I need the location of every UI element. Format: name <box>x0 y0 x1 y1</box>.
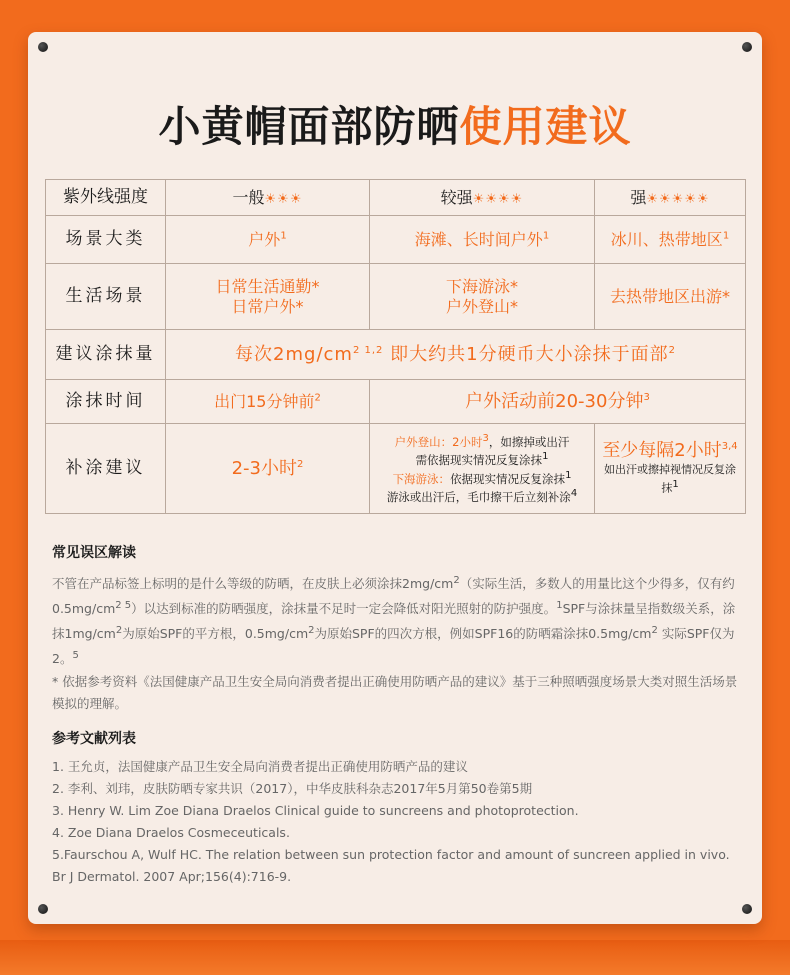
table-cell: 日常生活通勤* 日常户外* <box>166 264 370 330</box>
row-label: 生活场景 <box>46 264 166 330</box>
page-title <box>28 94 762 154</box>
table-row <box>46 424 746 514</box>
sun-icon: ☀☀☀ <box>264 191 303 207</box>
references-section <box>52 728 742 888</box>
row-label: 补涂建议 <box>46 424 166 514</box>
row-label: 涂抹时间 <box>46 380 166 424</box>
title-highlight: 使用建议 <box>459 102 632 151</box>
usage-table <box>45 179 746 514</box>
table-cell: 户外登山：2小时$^3$，如擦掉或出汗 需依据现实情况反复涂抹$^1$ 下海游泳：依据现实情况反复涂抹$^1$ 游泳或出汗后，毛巾擦干后立刻补涂$^4$ <box>370 424 595 514</box>
intensity-normal: 一般☀☀☀ <box>166 180 370 216</box>
paragraph: * 依据参考资料《法国健康产品卫生安全局向消费者提出正确使用防晒产品的建议》基于三种照晒强度场景大类对照生活场景模拟的理解。 <box>52 673 738 711</box>
reference-item: 1. 王允贞，法国健康产品卫生安全局向消费者提出正确使用防晒产品的建议 <box>52 759 468 774</box>
table-cell: 下海游泳* 户外登山* <box>370 264 595 330</box>
table-cell: 冰川、热带地区$^1$ <box>595 216 746 264</box>
intensity-strong: 较强☀☀☀☀ <box>370 180 595 216</box>
table-cell: 2-3小时$^2$ <box>166 424 370 514</box>
paragraph: 不管在产品标签上标明的是什么等级的防晒，在皮肤上必须涂抹$2mg/cm^2$（实际生活，多数人的用量比这个少得多，仅有约$0.5mg/cm^{2 5}$）以达到标准的防晒强度，涂抹量不足时一定会降低对阳光照射的防护强度。$^1$SPF与涂抹量呈指数级关系，涂抹$1mg/cm^2$为原始SPF的平方根，$0.5mg/cm^2$为原始SPF的四次方根，例如SPF16的防晒霜涂抹$0.5mg/cm^2$ 实际SPF仅为2。$^5$ <box>52 575 736 667</box>
reference-item: 2. 李利、刘玮，皮肤防晒专家共识（2017），中华皮肤科杂志2017年5月第50卷第5期 <box>52 781 533 796</box>
table-cell: 海滩、长时间户外$^1$ <box>370 216 595 264</box>
table-cell: 出门15分钟前$^2$ <box>166 380 370 424</box>
section-heading: 常见误区解读 <box>52 545 136 561</box>
row-label: 紫外线强度 <box>46 180 166 216</box>
pin-icon <box>742 42 752 52</box>
table-cell: 至少每隔2小时$^{3,4}$ 如出汗或擦掉视情况反复涂抹$^1$ <box>595 424 746 514</box>
pin-icon <box>742 904 752 914</box>
pin-icon <box>38 42 48 52</box>
reference-item: 5.Faurschou A, Wulf HC. The relation between sun protection factor and amount of suncreen applied in vivo. Br J Dermatol. 2007 Apr;156(4):716-9. <box>52 847 730 884</box>
table-row <box>46 216 746 264</box>
info-board <box>28 32 762 924</box>
intensity-very-strong: 强☀☀☀☀☀ <box>595 180 746 216</box>
amount-cell: 每次$2mg/cm^{2 1,2}$ 即大约共1分硬币大小涂抹于面部$^2$ <box>166 330 746 380</box>
reference-item: 4. Zoe Diana Draelos Cosmeceuticals. <box>52 825 290 840</box>
pin-icon <box>38 904 48 914</box>
row-label: 场景大类 <box>46 216 166 264</box>
table-cell: 户外活动前20-30分钟$^3$ <box>370 380 746 424</box>
table-row <box>46 264 746 330</box>
table-cell: 户外$^1$ <box>166 216 370 264</box>
section-heading: 参考文献列表 <box>52 731 136 747</box>
sun-icon: ☀☀☀☀ <box>472 191 524 207</box>
table-row <box>46 380 746 424</box>
floor-shadow <box>0 940 790 975</box>
title-main: 小黄帽面部防晒 <box>158 102 460 151</box>
misconceptions-section <box>52 542 742 715</box>
sun-icon: ☀☀☀☀☀ <box>646 191 710 207</box>
row-label: 建议涂抹量 <box>46 330 166 380</box>
table-row <box>46 180 746 216</box>
table-row <box>46 330 746 380</box>
reference-item: 3. Henry W. Lim Zoe Diana Draelos Clinical guide to suncreens and photoprotection. <box>52 803 579 818</box>
table-cell: 去热带地区出游* <box>595 264 746 330</box>
